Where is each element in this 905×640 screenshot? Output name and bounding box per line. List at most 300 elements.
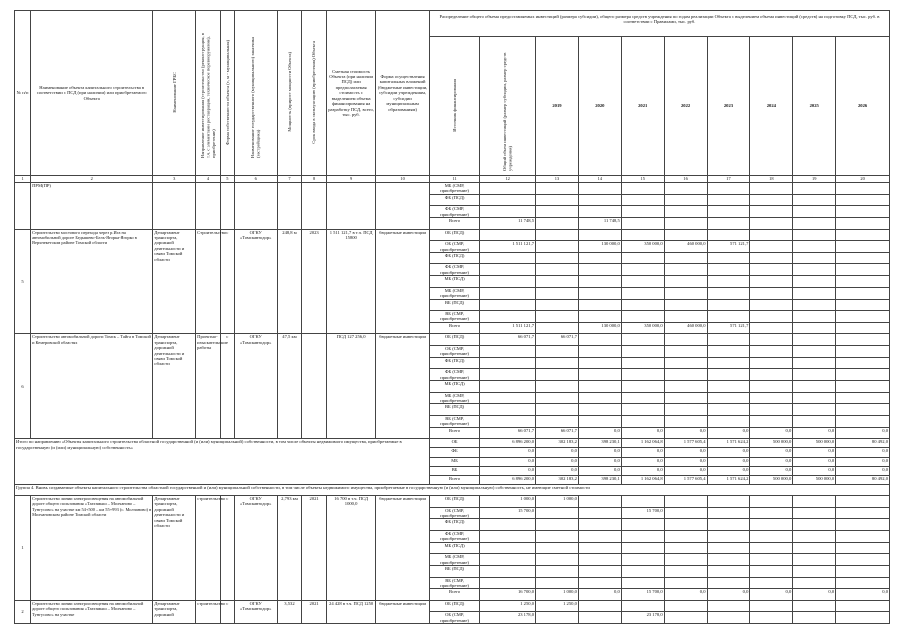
amount-cell [707,519,750,531]
column-number: 11 [429,176,479,183]
table-row [15,229,890,241]
amount-cell [836,218,890,230]
amount-cell: 16 700,0 [480,589,536,601]
amount-cell [750,287,793,299]
total-amount: 398 230,1 [578,439,621,448]
total-amount: 1 577 605,4 [664,475,707,484]
object-direction: строительство [196,496,221,601]
object-recipient: ОГКУ «Томскавтодор» [234,600,277,623]
amount-cell [836,206,890,218]
amount-cell [536,194,579,206]
object-capacity: 3,532 [277,600,302,623]
amount-cell: 0,0 [836,589,890,601]
amount-cell [664,612,707,624]
amount-cell [578,183,621,195]
total-amount: 0,0 [536,448,579,457]
total-amount: 0,0 [793,457,836,466]
amount-cell [750,322,793,334]
amount-cell [793,554,836,566]
amount-cell [707,276,750,288]
amount-cell [536,577,579,589]
total-amount: 0,0 [750,466,793,475]
funding-source: Всего [429,427,479,439]
amount-cell [707,369,750,381]
amount-cell [793,566,836,578]
amount-cell [793,218,836,230]
amount-cell [536,206,579,218]
amount-cell [664,206,707,218]
amount-cell [750,415,793,427]
header-year-2024: 2024 [750,37,793,176]
column-number: 19 [793,176,836,183]
amount-cell [664,183,707,195]
amount-cell: 1 000,0 [536,589,579,601]
header-ownership: Форма собственности объекта (с, м - муниципальная) [224,39,230,145]
amount-cell: 0,0 [750,427,793,439]
empty-cell [234,183,277,230]
funding-source: Всего [429,589,479,601]
amount-cell [793,496,836,508]
amount-cell [750,229,793,241]
amount-cell [480,357,536,369]
amount-cell [836,264,890,276]
total-amount: 0,0 [578,448,621,457]
total-row [15,439,890,448]
object-name: ПРМ(ПР) [31,183,153,230]
funding-source: МБ (СМР, приобретение) [429,392,479,404]
header-cost: Сметная стоимость Объекта (при наличии ПСД) или предполагаемая стоимость с выделением объема финансирования на разработку ПСД, всего, тыс. руб. [326,11,375,176]
table-row [15,183,890,195]
empty-cell [326,183,375,230]
empty-cell [277,183,302,230]
amount-cell [664,229,707,241]
table-row [15,600,890,612]
object-form: бюджетные инвестиции [376,334,430,439]
amount-cell [664,519,707,531]
amount-cell: 11 748,5 [480,218,536,230]
total-amount: 0,0 [536,466,579,475]
object-number: 2 [15,600,31,623]
amount-cell [578,334,621,346]
funding-source: ВБ (СМР, приобретение) [429,415,479,427]
amount-cell [621,218,664,230]
total-amount: 0,0 [750,457,793,466]
total-amount: 6 896 200,0 [480,475,536,484]
header-year-2022: 2022 [664,37,707,176]
header-source: Источник финансирования [451,78,457,132]
column-number: 15 [621,176,664,183]
amount-cell [707,218,750,230]
amount-cell [836,507,890,519]
total-amount: 80 492,0 [836,439,890,448]
empty-cell [220,183,234,230]
amount-cell [793,392,836,404]
header-year-2019: 2019 [536,37,579,176]
total-amount: 0,0 [664,457,707,466]
object-form: бюджетные инвестиции [376,229,430,334]
amount-cell [578,542,621,554]
object-ownership: с [220,496,234,601]
amount-cell [707,542,750,554]
amount-cell [836,496,890,508]
amount-cell [793,577,836,589]
header-capacity: Мощность (прирост мощности Объекта) [286,52,292,133]
amount-cell [578,229,621,241]
amount-cell [480,264,536,276]
amount-cell [793,276,836,288]
amount-cell [793,530,836,542]
amount-cell [536,287,579,299]
amount-cell [480,392,536,404]
amount-cell [480,530,536,542]
header-year-2025: 2025 [793,37,836,176]
object-ownership: с [220,229,234,334]
group-4-title: Группа 4. Вновь создаваемые объекты капитального строительства областной государственной и (или) муниципальной собственности, в том числе объекты недвижимого имущества, приобретаемые в государственную (и (или) муниципальную) собственность, не имеющие сметной стоимости [15,485,890,496]
amount-cell [707,345,750,357]
amount-cell [536,612,579,624]
object-name: Строительство линии электроосвещения на автомобильной дороге общего пользования «Тахтамыш – Молчаново – Тунгусово» на участке км 54+500 – км 55+993 (с. Молчаново) в Молчановском районе Томской области [31,496,153,601]
amount-cell [621,345,664,357]
total-amount: 0,0 [793,466,836,475]
amount-cell [793,299,836,311]
amount-cell: 0,0 [836,427,890,439]
amount-cell [836,519,890,531]
amount-cell [793,369,836,381]
total-source: Всего [429,475,479,484]
object-number: 6 [15,334,31,439]
amount-cell [664,334,707,346]
amount-cell [664,566,707,578]
amount-cell [578,357,621,369]
empty-cell [302,183,327,230]
amount-cell [750,566,793,578]
amount-cell [793,542,836,554]
amount-cell [480,287,536,299]
object-number: 5 [15,229,31,334]
object-customer: Департамент транспорта, дорожной деятельности и связи Томской области [153,229,196,334]
object-cost: 1 511 121,7 в т.ч. ПСД 15800 [326,229,375,334]
total-amount: 0,0 [621,466,664,475]
header-direction: Направление инвестирования (строительство (реконструкция, в т.ч. с элементами реставрации, техническое перевооружение), приобретение) [199,33,216,159]
amount-cell [750,600,793,612]
amount-cell [750,299,793,311]
amount-cell [578,276,621,288]
amount-cell [536,264,579,276]
amount-cell: 571 121,7 [707,322,750,334]
funding-source: ФБ (СМР, приобретение) [429,206,479,218]
header-year-2021: 2021 [621,37,664,176]
header-total: Общий объем инвестиций (размер субсидии, размер средств учреждения) [502,52,513,172]
amount-cell [793,264,836,276]
object-direction: Строительство [196,229,221,334]
amount-cell [621,530,664,542]
amount-cell [621,381,664,393]
object-recipient: ОГКУ «Томскавтодор» [234,229,277,334]
amount-cell [664,311,707,323]
amount-cell [750,357,793,369]
amount-cell [536,530,579,542]
funding-source: ФБ (ПСД) [429,252,479,264]
amount-cell [707,311,750,323]
funding-source: МБ (ПСД) [429,276,479,288]
column-number: 8 [302,176,327,183]
amount-cell [621,357,664,369]
amount-cell [536,392,579,404]
amount-cell [707,566,750,578]
amount-cell [578,507,621,519]
amount-cell [836,566,890,578]
amount-cell: 15 700,0 [621,507,664,519]
amount-cell: 0,0 [793,589,836,601]
amount-cell: 1 000,0 [536,496,579,508]
amount-cell [664,600,707,612]
object-direction: строительство [196,600,221,623]
amount-cell [707,554,750,566]
funding-source: ВБ (ПСД) [429,404,479,416]
amount-cell [578,206,621,218]
funding-source: ОБ (СМР, приобретение) [429,507,479,519]
amount-cell [578,612,621,624]
amount-cell [480,229,536,241]
amount-cell [578,519,621,531]
amount-cell: 0,0 [707,427,750,439]
object-name: Строительство автомобильной дороги Томск – Тайга в Томской и Кемеровской областях [31,334,153,439]
amount-cell [536,241,579,253]
amount-cell [793,507,836,519]
total-amount: 500 000,0 [793,439,836,448]
amount-cell [536,229,579,241]
funding-source: ФБ (ПСД) [429,194,479,206]
amount-cell [707,404,750,416]
funding-source: ВБ (СМР, приобретение) [429,577,479,589]
amount-cell [480,566,536,578]
amount-cell [750,369,793,381]
amount-cell [536,415,579,427]
object-ownership: с [220,334,234,439]
amount-cell [621,229,664,241]
funding-source: ОБ (СМР, приобретение) [429,345,479,357]
amount-cell: 1 511 121,7 [480,322,536,334]
amount-cell [664,496,707,508]
amount-cell [536,404,579,416]
object-term: 2023 [302,229,327,334]
amount-cell [836,311,890,323]
amount-cell [707,496,750,508]
amount-cell [750,404,793,416]
total-amount: 0,0 [578,457,621,466]
amount-cell [536,252,579,264]
amount-cell: 0,0 [664,427,707,439]
amount-cell [480,381,536,393]
amount-cell [480,194,536,206]
column-number: 6 [234,176,277,183]
column-number: 9 [326,176,375,183]
amount-cell [536,299,579,311]
total-amount: 0,0 [836,457,890,466]
amount-cell: 11 748,5 [578,218,621,230]
funding-source: ВБ (СМР, приобретение) [429,311,479,323]
amount-cell [707,206,750,218]
object-customer: Департамент транспорта, дорожной деятельности и связи Томской области [153,334,196,439]
total-amount: 0,0 [536,457,579,466]
funding-source: МБ (СМР, приобретение) [429,287,479,299]
total-source: МБ [429,457,479,466]
amount-cell [578,287,621,299]
header-year-2023: 2023 [707,37,750,176]
total-amount: 0,0 [621,457,664,466]
table-row [15,334,890,346]
amount-cell [707,252,750,264]
amount-cell [578,252,621,264]
amount-cell [480,252,536,264]
amount-cell [621,287,664,299]
amount-cell: 460 000,0 [664,241,707,253]
amount-cell [836,241,890,253]
amount-cell [836,530,890,542]
funding-source: ОБ (ПСД) [429,334,479,346]
funding-source: МБ (СМР, приобретение) [429,183,479,195]
amount-cell [836,345,890,357]
amount-cell [836,392,890,404]
object-capacity: 248,8 м [277,229,302,334]
amount-cell [664,276,707,288]
total-amount: 0,0 [707,466,750,475]
amount-cell [707,530,750,542]
total-source: ОБ [429,439,479,448]
amount-cell [707,264,750,276]
amount-cell [578,566,621,578]
total-amount: 398 230,1 [578,475,621,484]
object-term: 2021 [302,496,327,601]
total-amount: 1 162 064,8 [621,475,664,484]
funding-source: ОБ (ПСД) [429,600,479,612]
amount-cell [621,519,664,531]
amount-cell [578,600,621,612]
amount-cell [750,218,793,230]
amount-cell [664,507,707,519]
amount-cell [621,369,664,381]
total-source: ФБ [429,448,479,457]
total-amount: 0,0 [750,448,793,457]
total-amount: 302 183,2 [536,439,579,448]
amount-cell [707,415,750,427]
amount-cell [836,554,890,566]
amount-cell [836,252,890,264]
total-amount: 500 000,0 [750,475,793,484]
amount-cell [536,519,579,531]
amount-cell [480,183,536,195]
funding-source: ОБ (ПСД) [429,229,479,241]
funding-source: ОБ (ПСД) [429,496,479,508]
amount-cell [621,404,664,416]
amount-cell [664,530,707,542]
funding-source: ОБ (СМР, приобретение) [429,612,479,624]
funding-source: ОБ (СМР, приобретение) [429,241,479,253]
object-name: Строительство мостового перехода через р.Ига на автомобильной дороге Бедышево-Бель-Ягорка-Ягорко в Верхнекетском районе Томской области [31,229,153,334]
amount-cell [664,287,707,299]
amount-cell [707,600,750,612]
amount-cell: 0,0 [707,589,750,601]
amount-cell [793,345,836,357]
amount-cell [707,183,750,195]
amount-cell [836,183,890,195]
amount-cell [480,311,536,323]
funding-source: Всего [429,322,479,334]
amount-cell [578,194,621,206]
funding-source: ФБ (СМР, приобретение) [429,369,479,381]
object-recipient: ОГКУ «Томскавтодор» [234,496,277,601]
amount-cell [836,357,890,369]
amount-cell: 1 250,0 [536,600,579,612]
amount-cell [578,554,621,566]
object-capacity: 2,793 км [277,496,302,601]
amount-cell [750,194,793,206]
amount-cell [750,264,793,276]
amount-cell [793,241,836,253]
amount-cell: 0,0 [664,589,707,601]
amount-cell: 350 000,0 [621,241,664,253]
total-amount: 0,0 [793,448,836,457]
total-amount: 500 000,0 [750,439,793,448]
amount-cell: 15 700,0 [480,507,536,519]
total-amount: 80 492,0 [836,475,890,484]
funding-source: МБ (ПСД) [429,542,479,554]
amount-cell [578,404,621,416]
amount-cell: 0,0 [578,589,621,601]
amount-cell [480,577,536,589]
amount-cell [664,404,707,416]
amount-cell [664,392,707,404]
amount-cell [536,381,579,393]
total-amount: 0,0 [621,448,664,457]
amount-cell [621,600,664,612]
object-customer: Департамент транспорта, дорожной [153,600,196,623]
total-amount: 1 162 064,8 [621,439,664,448]
amount-cell [664,218,707,230]
amount-cell [664,381,707,393]
amount-cell [707,507,750,519]
empty-cell [196,183,221,230]
amount-cell [750,252,793,264]
header-no: № п/п [15,11,31,176]
total-amount: 0,0 [707,457,750,466]
amount-cell [621,311,664,323]
amount-cell [793,357,836,369]
amount-cell [578,345,621,357]
header-year-2020: 2020 [578,37,621,176]
header-year-2026: 2026 [836,37,890,176]
amount-cell [750,530,793,542]
total-amount: 0,0 [664,466,707,475]
amount-cell [750,496,793,508]
amount-cell: 130 000,0 [578,241,621,253]
amount-cell [793,311,836,323]
amount-cell [793,183,836,195]
object-recipient: ОГКУ «Томскавтодор» [234,334,277,439]
amount-cell [793,229,836,241]
column-number: 16 [664,176,707,183]
amount-cell [793,322,836,334]
column-number: 13 [536,176,579,183]
column-number: 7 [277,176,302,183]
amount-cell [621,206,664,218]
amount-cell [578,311,621,323]
amount-cell [621,299,664,311]
investment-table [14,10,890,624]
amount-cell [480,554,536,566]
amount-cell [750,183,793,195]
object-cost: 24 428 в т.ч. ПСД 1250 [326,600,375,623]
